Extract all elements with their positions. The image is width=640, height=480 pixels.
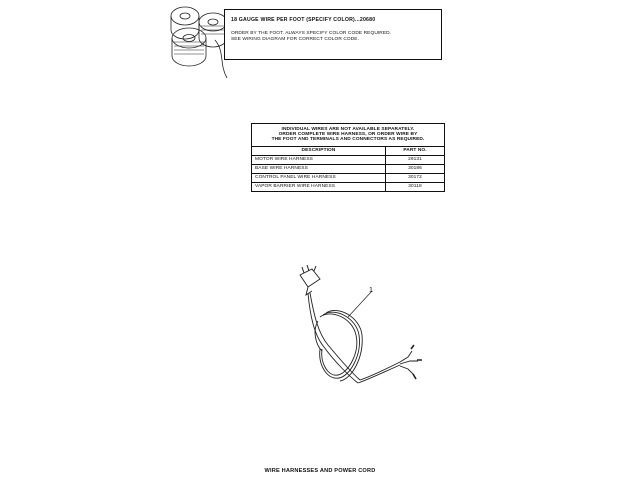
wire-note-line-1: ORDER BY THE FOOT. ALWAYS SPECIFY COLOR CODE REQUIRED. <box>231 31 392 36</box>
row-part-no: 29131 <box>386 155 445 164</box>
callout-number: 1 <box>369 287 373 294</box>
row-description: BASE WIRE HARNESS <box>252 164 386 173</box>
wire-per-foot-title: 18 GAUGE WIRE PER FOOT (SPECIFY COLOR)...20680 <box>231 17 376 23</box>
notice-line-1: INDIVIDUAL WIRES ARE NOT AVAILABLE SEPARATELY. <box>281 127 415 132</box>
row-part-no: 30118 <box>386 182 445 191</box>
parts-header-row <box>252 146 445 155</box>
row-part-no: 30186 <box>386 164 445 173</box>
wire-per-foot-box <box>224 9 442 60</box>
parts-notice-row <box>252 124 445 147</box>
power-cord-illustration <box>290 265 440 395</box>
notice-line-3: THE FOOT AND TERMINALS AND CONNECTORS AS REQUIRED. <box>271 137 425 143</box>
row-part-no: 30172 <box>386 173 445 182</box>
table-row <box>252 164 445 173</box>
table-row <box>252 173 445 182</box>
header-description: DESCRIPTION <box>252 146 386 155</box>
wire-per-foot-note <box>231 31 435 43</box>
notice-line-2: ORDER COMPLETE WIRE HARNESS, OR ORDER WIRE BY <box>278 132 418 138</box>
wire-note-line-2: SEE WIRING DIAGRAM FOR CORRECT COLOR CODE. <box>231 37 360 42</box>
row-description: VAPOR BARRIER WIRE HARNESS <box>252 182 386 191</box>
parts-notice <box>252 124 445 147</box>
parts-table <box>251 123 445 192</box>
row-description: CONTROL PANEL WIRE HARNESS <box>252 173 386 182</box>
table-row <box>252 155 445 164</box>
row-description: MOTOR WIRE HARNESS <box>252 155 386 164</box>
header-part-no: PART NO. <box>386 146 445 155</box>
table-row <box>252 182 445 191</box>
page-caption: WIRE HARNESSES AND POWER CORD <box>264 468 376 474</box>
